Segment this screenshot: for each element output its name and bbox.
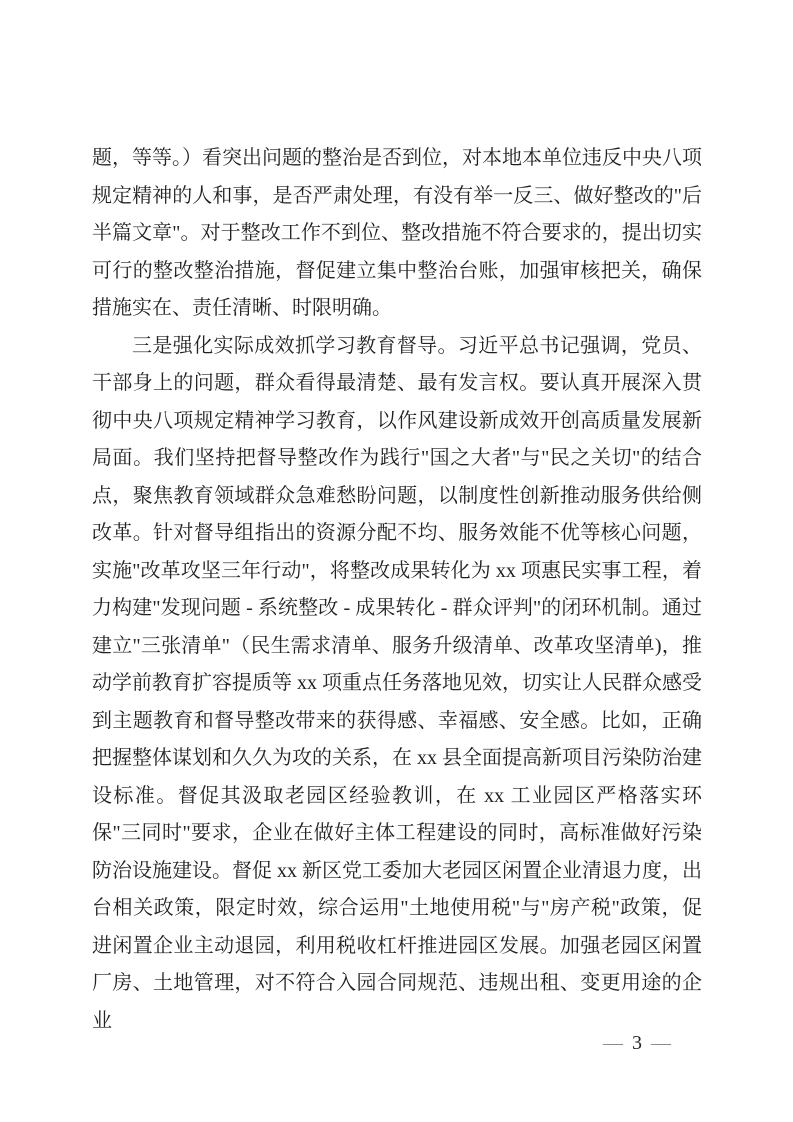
page-footer (592, 1032, 682, 1055)
page-number-dash-right: — (651, 1032, 671, 1054)
page-number-dash-left: — (603, 1032, 623, 1054)
body-paragraph-section-three: 三是强化实际成效抓学习教育督导。习近平总书记强调，党员、干部身上的问题，群众看得最清楚、最有发言权。要认真开展深入贯彻中央八项规定精神学习教育，以作风建设新成效开创高质量发展新局面。我们坚持把督导整改作为践行"国之大者"与"民之关切"的结合点，聚焦教育领域群众急难愁盼问题，以制度性创新推动服务供给侧改革。针对督导组指出的资源分配不均、服务效能不优等核心问题，实施"改革攻坚三年行动"，将整改成果转化为 xx 项惠民实事工程，着力构建"发现问题 - 系统整改 - 成果转化 - 群众评判"的闭环机制。通过建立"三张清单"（民生需求清单、服务升级清单、改革攻坚清单)，推动学前教育扩容提质等 xx 项重点任务落地见效，切实让人民群众感受到主题教育和督导整改带来的获得感、幸福感、安全感。比如，正确把握整体谋划和久久为攻的关系，在 xx 县全面提高新项目污染防治建设标准。督促其汲取老园区经验教训，在 xx 工业园区严格落实环保"三同时"要求，企业在做好主体工程建设的同时，高标准做好污染防治设施建设。督促 xx 新区党工委加大老园区闲置企业清退力度，出台相关政策，限定时效，综合运用"土地使用税"与"房产税"政策，促进闲置企业主动退园，利用税收杠杆推进园区发展。加强老园区闲置厂房、土地管理，对不符合入园合同规范、违规出租、变更用途的企业 (92, 334, 702, 1032)
page-number: 3 (632, 1032, 642, 1054)
document-body (92, 140, 702, 1040)
body-paragraph-continuation: 题，等等。）看突出问题的整治是否到位，对本地本单位违反中央八项规定精神的人和事，是否严肃处理，有没有举一反三、做好整改的"后半篇文章"。对于整改工作不到位、整改措施不符合要求的，提出切实可行的整改整治措施，督促建立集中整治台账，加强审核把关，确保措施实在、责任清晰、时限明确。 (92, 147, 702, 319)
